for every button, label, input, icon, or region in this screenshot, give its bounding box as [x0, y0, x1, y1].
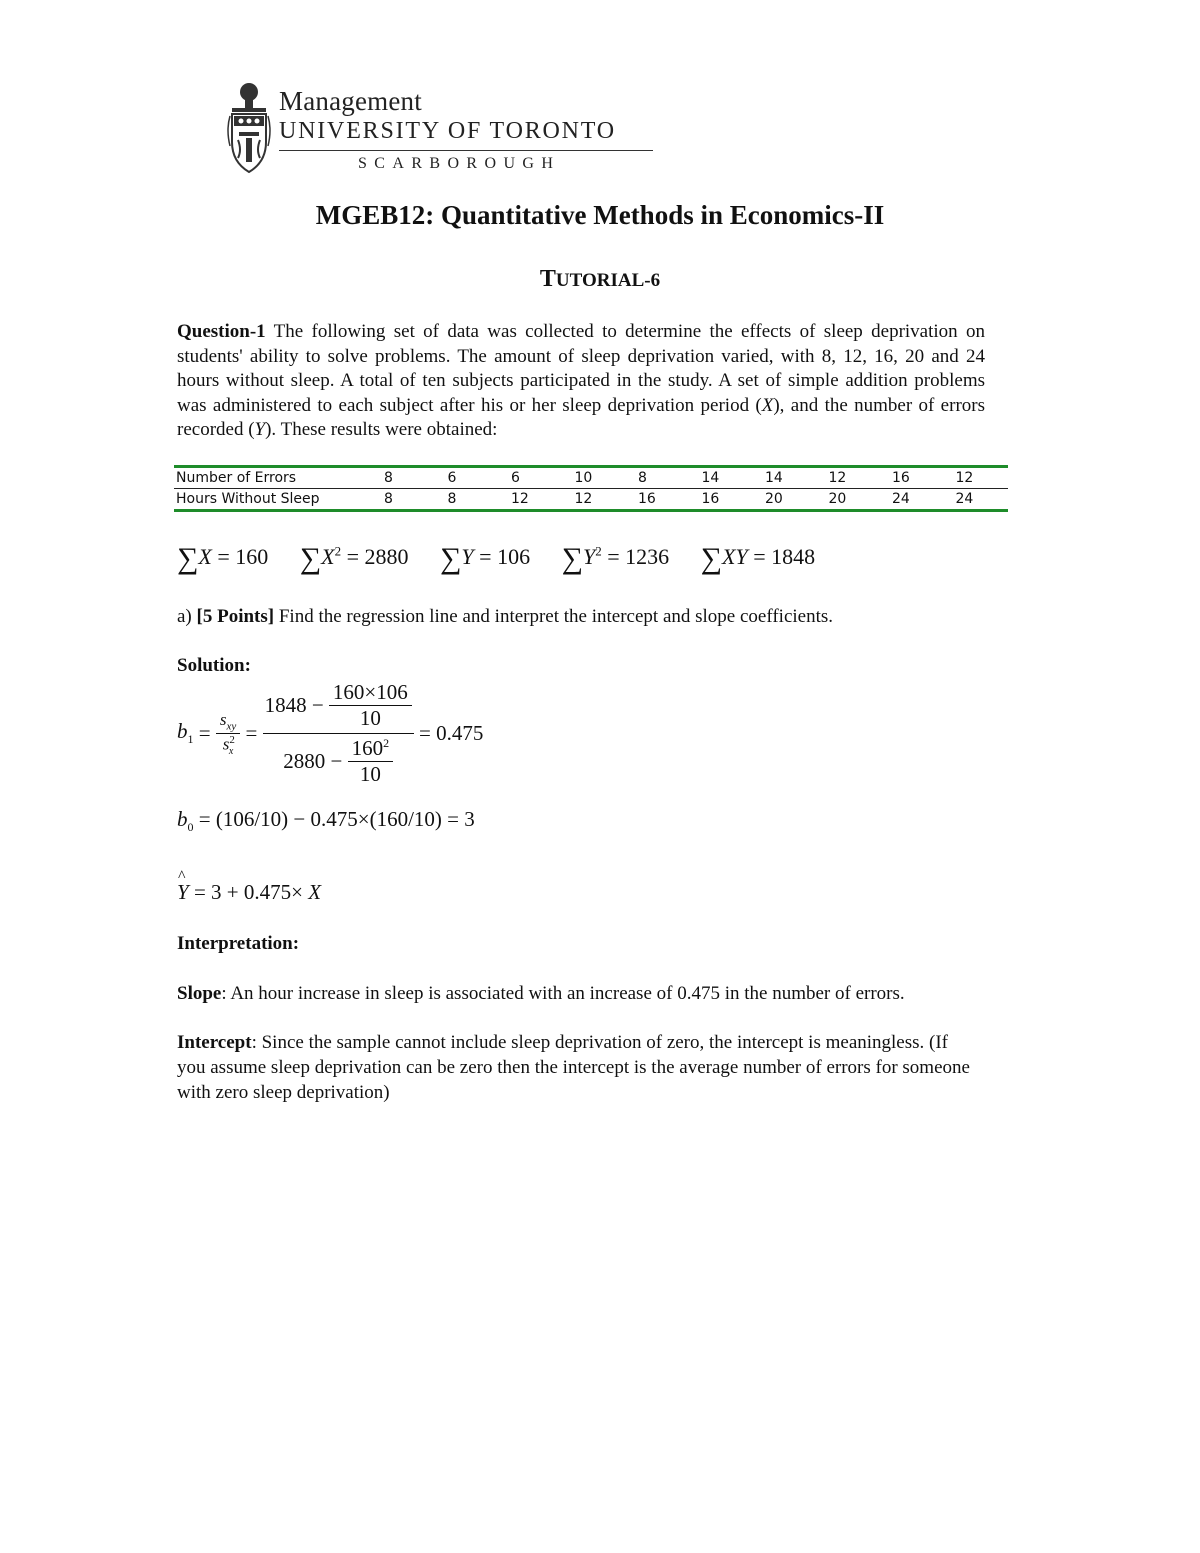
table-cell: 14: [701, 470, 720, 486]
row-label: Hours Without Sleep: [176, 491, 320, 507]
sigma-symbol: ∑: [299, 542, 322, 575]
logo-divider: [279, 150, 653, 151]
table-cell: 6: [447, 470, 457, 486]
intercept-interpretation: Intercept: Since the sample cannot include sleep deprivation of zero, the intercept is meaningless. (If you assume sleep deprivation can be zero then the intercept is the average number of errors for someone with zero sleep deprivation): [177, 1032, 970, 1103]
table-cell: 16: [638, 491, 656, 507]
question-text-1: The following set of data was collected to determine the effects of sleep deprivation on students' ability to solve problems. The amount of sleep deprivation varied, with 8, 12, 16, 20 and 24 hours without sleep. A total of ten subjects participated in the study. A set of simple addition problems was administered to each subject after his or her sleep deprivation period (: [177, 321, 985, 416]
computed-ratio: 1848 − $\frac{160\times 106}{10}$ 2880 − $\frac{160^2}{10}$: [263, 680, 414, 787]
table-cell: 8: [384, 470, 393, 486]
table-cell: 10: [574, 470, 593, 486]
table-cell: 16: [701, 491, 720, 507]
sigma-symbol: ∑: [700, 542, 723, 575]
question-text-2: ), and the number of errors recorded (: [177, 394, 985, 441]
b1-lhs: $b_1$: [177, 719, 194, 747]
sigma-symbol: ∑: [440, 542, 462, 575]
course-title: MGEB12: Quantitative Methods in Economics-II: [315, 200, 885, 230]
sum-y-squared: $\sum Y^2 = 1236$: [561, 542, 670, 575]
variable-x: X: [761, 394, 774, 416]
table-cell: 8: [447, 491, 457, 507]
sum-xy: ∑XY = 1848: [700, 542, 816, 575]
sum-x-squared: $\sum X^2 = 2880$: [299, 542, 409, 575]
table-cell: 12: [574, 491, 593, 507]
table-cell: 14: [765, 470, 783, 486]
solution-heading: Solution:: [177, 655, 251, 676]
table-cell: 12: [955, 470, 974, 486]
table-cell: 20: [765, 491, 783, 507]
sigma-symbol: ∑: [177, 542, 199, 575]
sum-x: ∑X = 160: [177, 542, 269, 575]
table-cell: 12: [511, 491, 529, 507]
table-cell: 24: [955, 491, 974, 507]
table-cell: 8: [638, 470, 647, 486]
tutorial-title: TUTORIAL-6: [539, 266, 661, 292]
slope-interpretation: Slope: An hour increase in sleep is associated with an increase of 0.475 in the number of errors.: [177, 983, 905, 1004]
y-hat: ^ Y: [177, 880, 189, 905]
b0-formula: $b_0 = (106/10) - 0.475\times(160/10) = 3$: [177, 807, 475, 835]
intercept-label: Intercept: [177, 1032, 252, 1053]
covariance-ratio: $\frac{s_{xy}}{s^2_x}$: [216, 710, 240, 756]
table-row-hours: [174, 489, 1008, 509]
sigma-symbol: ∑: [561, 542, 583, 575]
logo-campus-text: SCARBOROUGH: [358, 155, 561, 172]
b1-result: = 0.475: [413, 721, 484, 745]
interpretation-heading: Interpretation:: [177, 933, 300, 954]
question-text-3: ). These results were obtained:: [265, 419, 498, 441]
variable-y: Y: [254, 419, 266, 441]
logo-university-text: UNIVERSITY OF TORONTO: [279, 118, 616, 144]
points-label: [5 Points]: [196, 606, 275, 627]
table-cell: 20: [828, 491, 847, 507]
summary-sums: [177, 542, 841, 576]
row-label: Number of Errors: [176, 470, 297, 486]
table-cell: 12: [828, 470, 847, 486]
table-row-errors: [174, 468, 1008, 488]
sum-y: ∑Y = 106: [440, 542, 531, 575]
table-cell: 16: [892, 470, 910, 486]
part-a-prompt: a) [5 Points] Find the regression line and interpret the intercept and slope coefficients.: [177, 606, 834, 627]
regression-line-equation: ^ Y = 3 + 0.475× X: [177, 880, 321, 905]
table-cell: 24: [892, 491, 910, 507]
slope-label: Slope: [177, 983, 222, 1004]
question-label: Question-1: [177, 321, 266, 342]
data-table: [174, 465, 1008, 512]
table-cell: 6: [511, 470, 520, 486]
logo-management-text: Management: [279, 86, 422, 116]
table-bottom-rule: [174, 509, 1008, 512]
university-crest-logo: [224, 80, 274, 176]
table-cell: 8: [384, 491, 393, 507]
question-paragraph: [177, 320, 985, 443]
b1-formula: $b_1$ = $\frac{s_{xy}}{s^2_x}$ = 1848 − $\frac{160\times 106}{10}$ 2880 − $\frac{160^2}{10}$ = 0.475: [177, 680, 484, 786]
